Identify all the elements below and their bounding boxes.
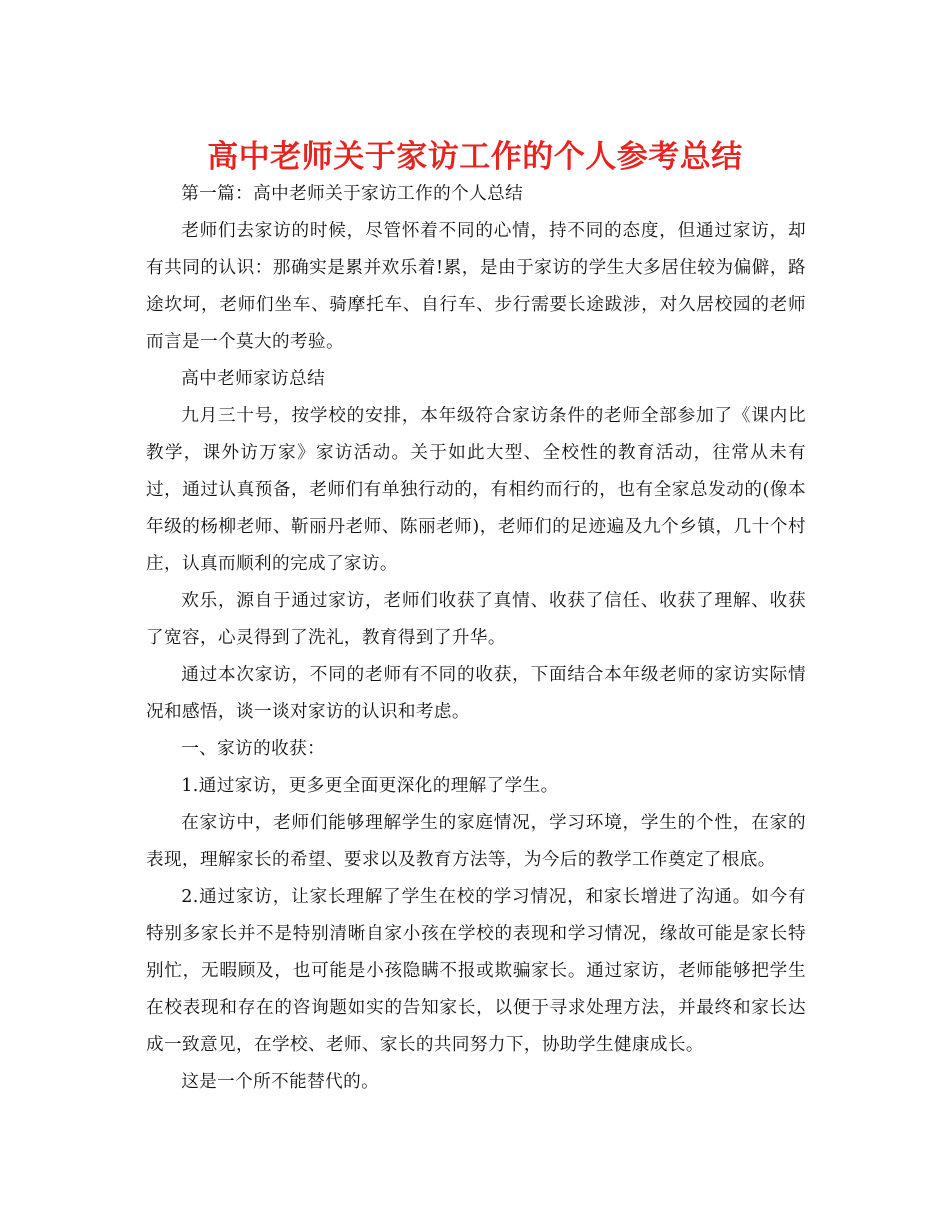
paragraph: 老师们去家访的时候，尽管怀着不同的心情，持不同的态度，但通过家访，却有共同的认识：那确实是累并欢乐着!累，是由于家访的学生大多居住较为偏僻，路途坎坷，老师们坐车、骑摩托车、自行车、步行需要长途跋涉，对久居校园的老师而言是一个莫大的考验。: [146, 221, 806, 352]
paragraph: 欢乐，源自于通过家访，老师们收获了真情、收获了信任、收获了理解、收获了宽容，心灵得到了洗礼，教育得到了升华。: [146, 591, 806, 648]
list-item: 1.通过家访，更多更全面更深化的理解了学生。: [181, 776, 559, 796]
document-body: [146, 176, 806, 1101]
section-heading: 第一篇：高中老师关于家访工作的个人总结: [181, 184, 524, 204]
subsection-heading: 高中老师家访总结: [181, 369, 326, 389]
list-item: 2.通过家访，让家长理解了学生在校的学习情况，和家长增进了沟通。如今有特别多家长并不是特别清晰自家小孩在学校的表现和学习情况，缘故可能是家长特别忙，无暇顾及，也可能是小孩隐瞒不报或欺骗家长。通过家访，老师能够把学生在校表现和存在的咨询题如实的告知家长，以便于寻求处理方法，并最终和家长达成一致意见，在学校、老师、家长的共同努力下，协助学生健康成长。: [146, 887, 806, 1055]
paragraph: 通过本次家访，不同的老师有不同的收获，下面结合本年级老师的家访实际情况和感悟，谈一谈对家访的认识和考虑。: [146, 665, 806, 722]
paragraph: 九月三十号，按学校的安排，本年级符合家访条件的老师全部参加了《课内比教学，课外访万家》家访活动。关于如此大型、全校性的教育活动，往常从未有过，通过认真预备，老师们有单独行动的，有相约而行的，也有全家总发动的(像本年级的杨柳老师、靳丽丹老师、陈丽老师)，老师们的足迹遍及九个乡镇，几十个村庄，认真而顺利的完成了家访。: [146, 406, 806, 574]
list-heading: 一、家访的收获：: [181, 739, 326, 759]
paragraph: 在家访中，老师们能够理解学生的家庭情况，学习环境，学生的个性，在家的表现，理解家长的希望、要求以及教育方法等，为今后的教学工作奠定了根底。: [146, 813, 806, 870]
paragraph: 这是一个所不能替代的。: [181, 1072, 380, 1092]
document-title: 高中老师关于家访工作的个人参考总结: [207, 139, 743, 175]
